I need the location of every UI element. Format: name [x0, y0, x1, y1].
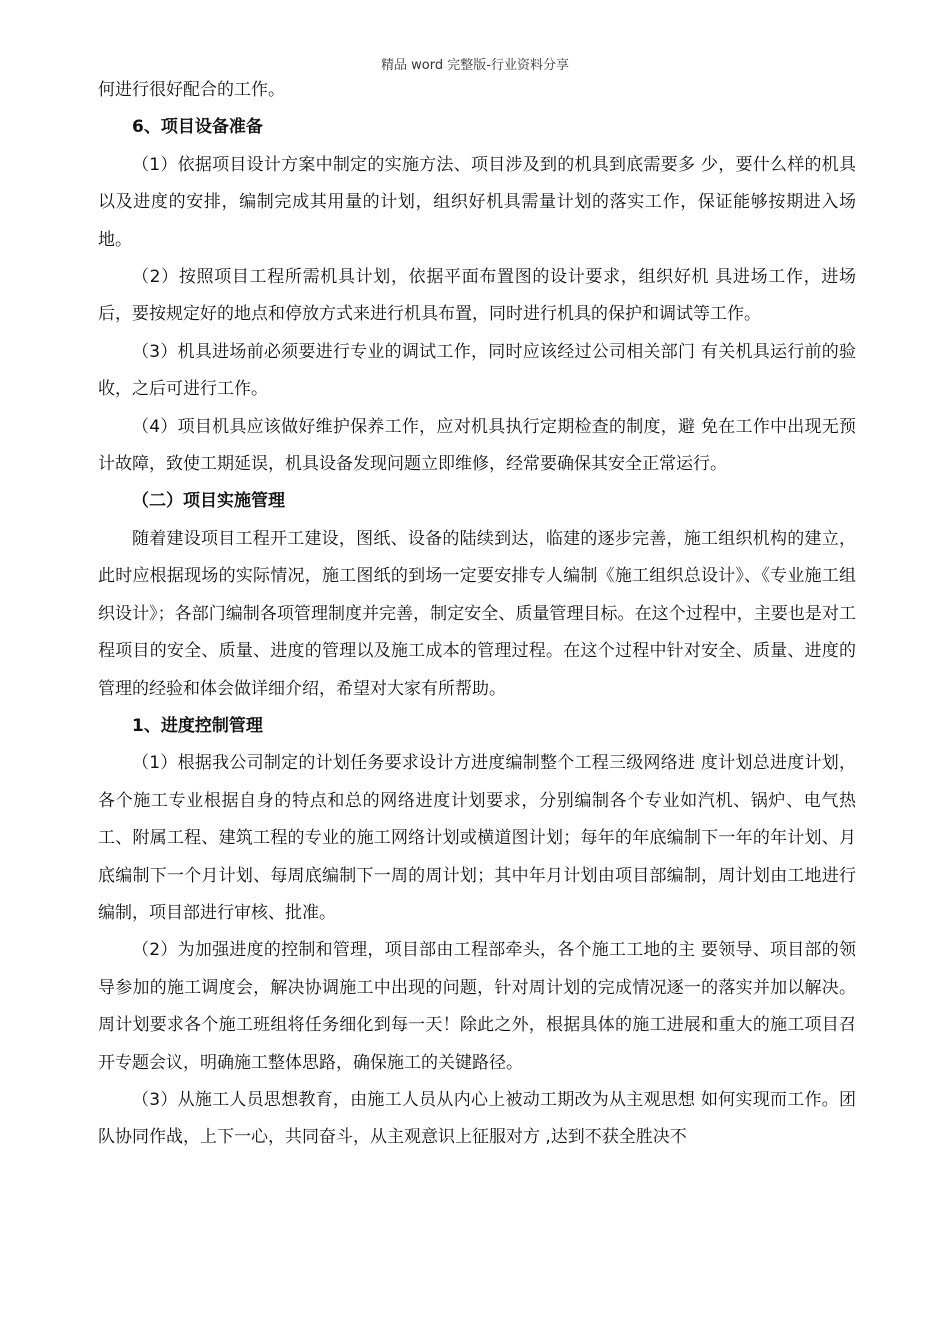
paragraph-schedule-1: （1）根据我公司制定的计划任务要求设计方进度编制整个工程三级网络进 度计划总进度计划，各个施工专业根据自身的特点和总的网络进度计划要求，分别编制各个专业如汽机、锅炉、电气热工、附属工程、建筑工程的专业的施工网络计划或横道图计划；每年的年底编制下一年的年计划、月底编制下一个月计划、每周底编制下一周的周计划；其中年月计划由项目部编制，周计划由工地进行编制，项目部进行审核、批准。 — [98, 753, 856, 923]
heading-schedule-control: 1、进度控制管理 — [132, 715, 263, 736]
paragraph-equipment-4: （4）项目机具应该做好维护保养工作，应对机具执行定期检查的制度，避 免在工作中出现无预计故障，致使工期延误，机具设备发现问题立即维修，经常要确保其安全正常运行。 — [98, 416, 856, 475]
heading-implementation-management: （二）项目实施管理 — [132, 491, 285, 512]
paragraph-equipment-1: （1）依据项目设计方案中制定的实施方法、项目涉及到的机具到底需要多 少，要什么样的机具以及进度的安排，编制完成其用量的计划，组织好机具需量计划的落实工作，保证能够按期进入场地。 — [98, 154, 856, 250]
heading-equipment-prep: 6、项目设备准备 — [132, 117, 263, 138]
paragraph-continuation: 何进行很好配合的工作。 — [98, 80, 285, 100]
paragraph-implementation-intro: 随着建设项目工程开工建设，图纸、设备的陆续到达，临建的逐步完善，施工组织机构的建立，此时应根据现场的实际情况，施工图纸的到场一定要安排专人编制《施工组织总设计》、《专业施工组织设计》；各部门编制各项管理制度并完善，制定安全、质量管理目标。在这个过程中，主要也是对工程项目的安全、质量、进度的管理以及施工成本的管理过程。在这个过程中针对安全、质量、进度的管理的经验和体会做详细介绍，希望对大家有所帮助。 — [98, 528, 856, 699]
paragraph-equipment-3: （3）机具进场前必须要进行专业的调试工作，同时应该经过公司相关部门 有关机具运行前的验收，之后可进行工作。 — [98, 341, 856, 400]
page-header: 精品 word 完整版-行业资料分享 — [381, 58, 569, 73]
document-body — [98, 72, 856, 1157]
paragraph-schedule-3: （3）从施工人员思想教育，由施工人员从内心上被动工期改为从主观思想 如何实现而工作。团队协同作战，上下一心，共同奋斗，从主观意识上征服对方 ,达到不获全胜决不 — [98, 1089, 856, 1148]
paragraph-equipment-2: （2）按照项目工程所需机具计划，依据平面布置图的设计要求，组织好机 具进场工作，进场后，要按规定好的地点和停放方式来进行机具布置，同时进行机具的保护和调试等工作。 — [98, 267, 856, 325]
paragraph-schedule-2: （2）为加强进度的控制和管理，项目部由工程部牵头，各个施工工地的主 要领导、项目部的领导参加的施工调度会，解决协调施工中出现的问题，针对周计划的完成情况逐一的落实并加以解决。周计划要求各个施工班组将任务细化到每一天！除此之外，根据具体的施工进展和重大的施工项目召开专题会议，明确施工整体思路，确保施工的关键路径。 — [98, 940, 856, 1073]
